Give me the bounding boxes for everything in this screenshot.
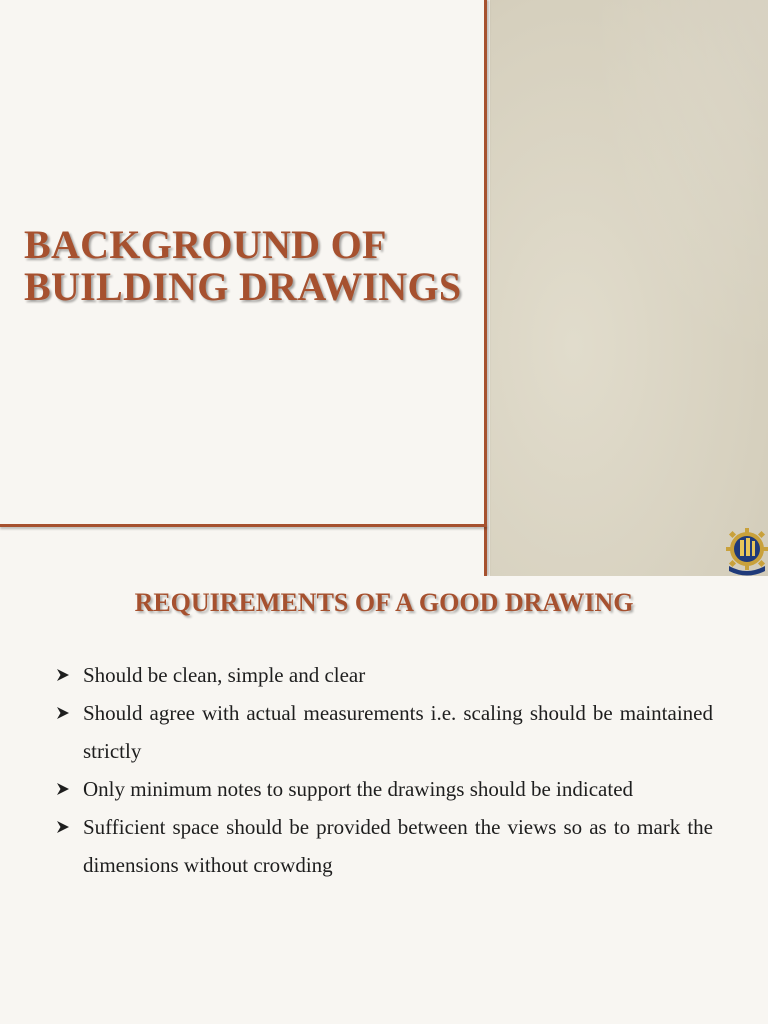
slide-title-line-2: BUILDING DRAWINGS xyxy=(24,264,462,309)
slide-title-line-1: BACKGROUND OF xyxy=(24,222,387,267)
section-heading: REQUIREMENTS OF A GOOD DRAWING xyxy=(134,588,634,617)
requirements-list xyxy=(56,656,713,884)
list-item-text: Only minimum notes to support the drawings should be indicated xyxy=(83,777,634,801)
slide-title xyxy=(24,224,474,308)
arrowhead-bullet-icon xyxy=(56,706,70,720)
arrowhead-bullet-icon xyxy=(56,820,70,834)
list-item xyxy=(56,808,713,884)
list-item xyxy=(56,770,713,808)
university-gear-crest-icon xyxy=(726,528,768,576)
list-item xyxy=(56,694,713,770)
list-item xyxy=(56,656,713,694)
list-item-text: Should agree with actual measurements i.e. scaling should be maintained strictly xyxy=(83,701,713,763)
list-item-text: Should be clean, simple and clear xyxy=(83,663,366,687)
content-slide xyxy=(0,576,768,1024)
paper-texture-panel xyxy=(490,0,768,576)
arrowhead-bullet-icon xyxy=(56,668,70,682)
list-item-text: Sufficient space should be provided between the views so as to mark the dimensions without crowding xyxy=(83,815,713,877)
horizontal-divider xyxy=(0,524,487,527)
vertical-divider xyxy=(484,0,487,576)
arrowhead-bullet-icon xyxy=(56,782,70,796)
